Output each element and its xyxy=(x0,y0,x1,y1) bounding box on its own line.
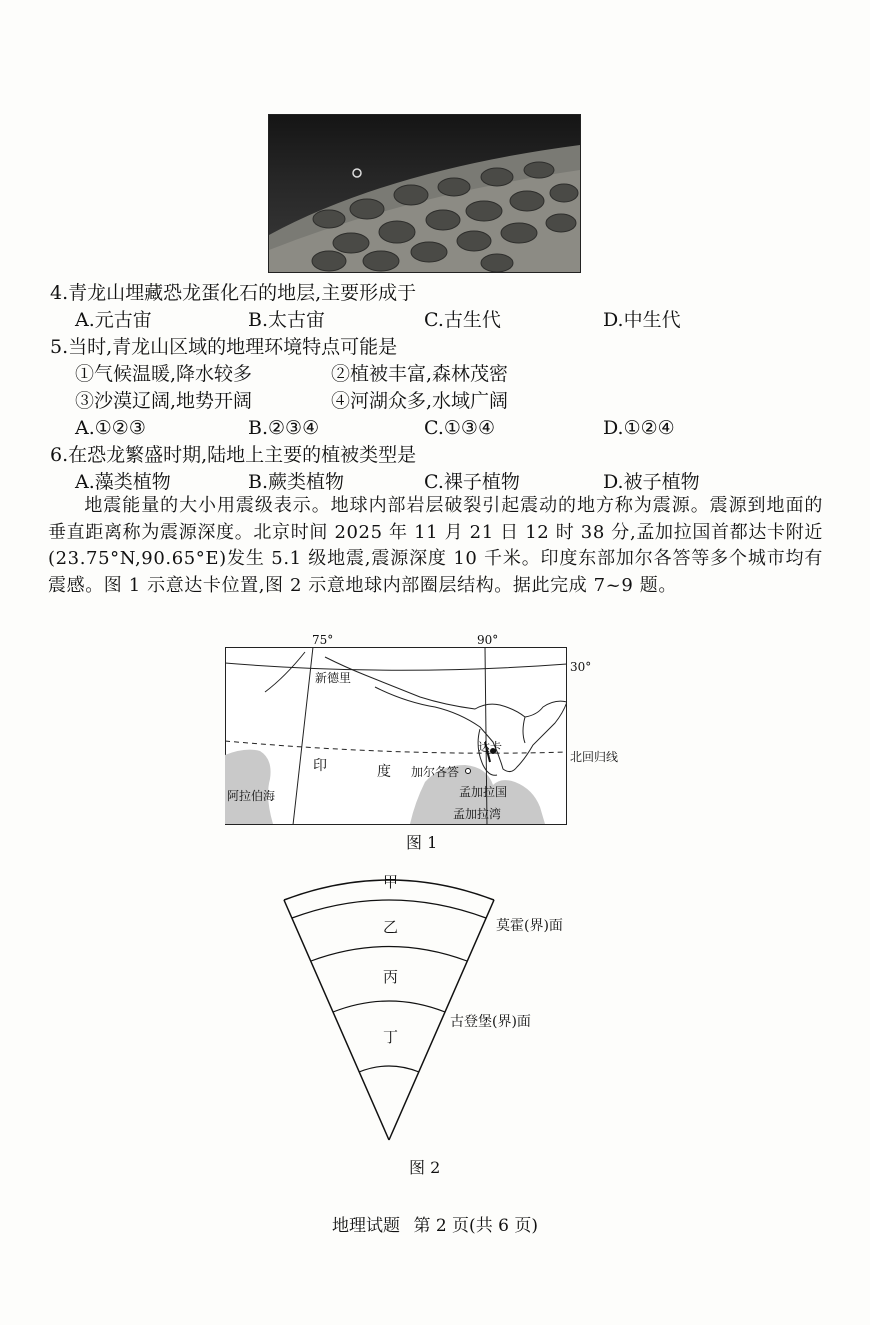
earth-sector-svg xyxy=(270,860,590,1150)
q5-option-b: B.②③④ xyxy=(248,417,320,439)
passage-text: 地震能量的大小用震级表示。地球内部岩层破裂引起震动的地方称为震源。震源到地面的垂直距离称为震源深度。北京时间 2025 年 11 月 21 日 12 时 38 分,孟加拉国首都达卡附近(23.75°N,90.65°E)发生 5.1 级地震,震源深度 10 千米。印度东部加尔各答等多个城市均有震感。图 1 示意达卡位置,图 2 示意地球内部圈层结构。据此完成 7~9 题。 xyxy=(48,495,823,596)
q4-option-d: D.中生代 xyxy=(603,309,681,331)
tropic-of-cancer-label: 北回归线 xyxy=(570,750,619,764)
map-label-yin: 印 xyxy=(313,758,327,774)
q5-statement-2: ②植被丰富,森林茂密 xyxy=(331,363,509,385)
moho-boundary-label: 莫霍(界)面 xyxy=(496,918,563,934)
map-label-kolkata: 加尔各答 xyxy=(411,765,460,779)
q6-option-a: A.藻类植物 xyxy=(75,471,171,493)
q5-statement-1: ①气候温暖,降水较多 xyxy=(75,363,253,385)
figure2-caption: 图 2 xyxy=(409,1158,441,1177)
layer-yi: 乙 xyxy=(383,918,399,936)
gutenberg-boundary-label: 古登堡(界)面 xyxy=(450,1014,531,1030)
q5-option-a: A.①②③ xyxy=(75,417,146,439)
q4-option-b: B.太古宙 xyxy=(248,309,326,331)
figure1-map xyxy=(225,647,567,825)
map-label-du: 度 xyxy=(377,764,391,780)
q6-option-b: B.蕨类植物 xyxy=(248,471,345,493)
q5-option-c: C.①③④ xyxy=(424,417,495,439)
footer-page-number: 第 2 页(共 6 页) xyxy=(413,1216,538,1236)
map-label-new-delhi: 新德里 xyxy=(315,671,352,685)
figure1-caption: 图 1 xyxy=(406,833,438,852)
q5-statement-4: ④河湖众多,水域广阔 xyxy=(331,390,509,412)
question-5-stem: 5.当时,青龙山区域的地理环境特点可能是 xyxy=(50,336,398,358)
layer-bing: 丙 xyxy=(383,968,399,986)
layer-ding: 丁 xyxy=(383,1028,399,1046)
map-label-arabian-sea: 阿拉伯海 xyxy=(227,789,276,803)
q6-option-d: D.被子植物 xyxy=(603,471,700,493)
map-label-bay-of-bengal: 孟加拉湾 xyxy=(453,807,502,821)
figure2-earth-layers xyxy=(270,860,590,1150)
longitude-75-label: 75° xyxy=(312,633,334,647)
q5-option-d: D.①②④ xyxy=(603,417,675,439)
q4-option-c: C.古生代 xyxy=(424,309,501,331)
dinosaur-egg-fossil-photo xyxy=(268,114,581,273)
page-footer xyxy=(0,1211,870,1236)
question-4-stem: 4.青龙山埋藏恐龙蛋化石的地层,主要形成于 xyxy=(50,282,417,304)
q6-option-c: C.裸子植物 xyxy=(424,471,520,493)
map-label-bangladesh: 孟加拉国 xyxy=(459,785,508,799)
longitude-90-label: 90° xyxy=(477,633,499,647)
q4-option-a: A.元古宙 xyxy=(75,309,152,331)
latitude-30-label: 30° xyxy=(570,660,592,674)
footer-subject: 地理试题 xyxy=(332,1216,401,1236)
q5-statement-3: ③沙漠辽阔,地势开阔 xyxy=(75,390,253,412)
question-6-stem: 6.在恐龙繁盛时期,陆地上主要的植被类型是 xyxy=(50,444,417,466)
passage-paragraph xyxy=(48,493,823,599)
map-label-dhaka: 达卡 xyxy=(478,740,503,754)
layer-jia: 甲 xyxy=(383,873,399,891)
south-asia-map-svg xyxy=(225,647,567,825)
